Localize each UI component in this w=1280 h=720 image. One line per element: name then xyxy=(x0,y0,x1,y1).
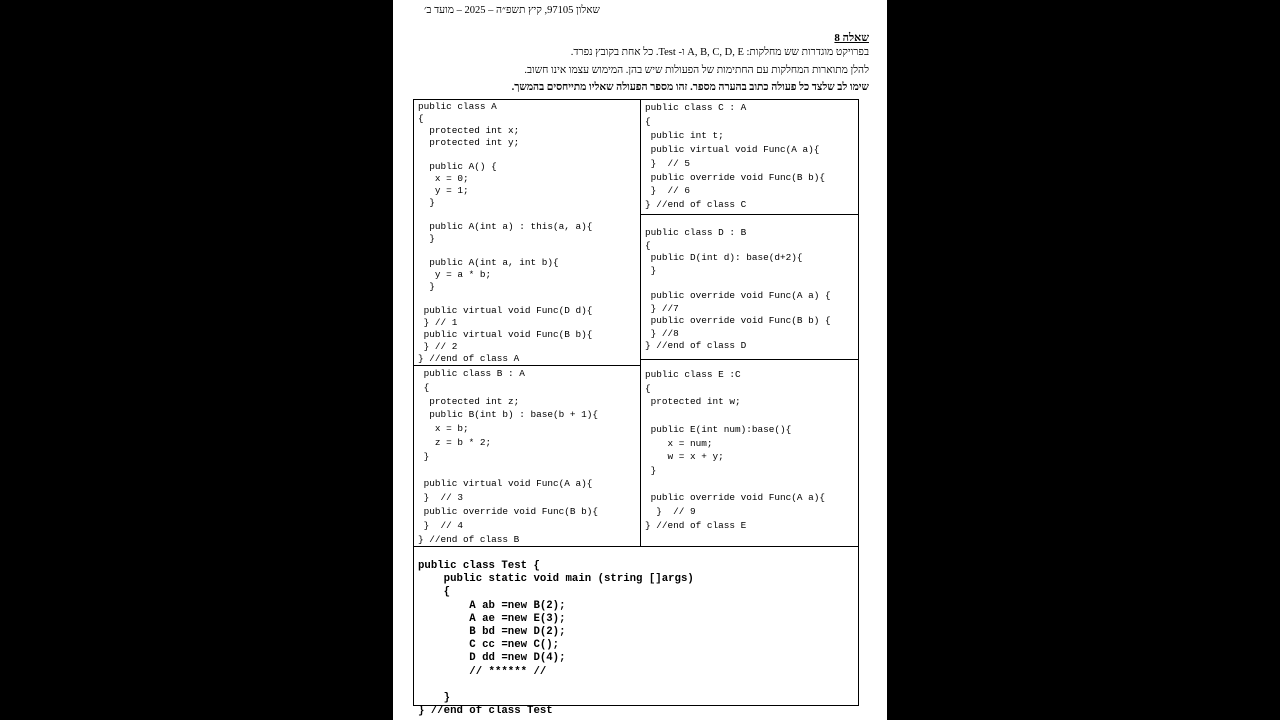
class-a-box xyxy=(413,99,641,366)
class-b-box xyxy=(413,365,641,547)
exam-page xyxy=(393,0,887,720)
class-test-box xyxy=(413,546,859,718)
class-d-box xyxy=(640,214,859,360)
class-test-code: public class Test { public static void main (string []args) { A ab =new B(2); A ae =new E(3); B bd =new D(2); C cc =new C(); D dd =new D(4); // ****** // } } //end of class Test xyxy=(418,560,694,718)
exam-header: שאלון 97105, קיץ תשפ״ה – 2025 – מועד ב׳ xyxy=(424,5,600,16)
class-e-code: public class E :C { protected int w; public E(int num):base(){ x = num; w = x + y; } public override void Func(A a){ } // 9 } //end of class E xyxy=(645,369,826,531)
class-a-code: public class A { protected int x; protected int y; public A() { x = 0; y = 1; } public A(int a) : this(a, a){ } public A(int a, int b){ y = a * b; } public virtual void Func(D d){ } // 1 public virtual void Func(B b){ } // 2 } //end of class A xyxy=(418,101,593,364)
class-d-code: public class D : B { public D(int d): base(d+2){ } public override void Func(A a) { } //7 public override void Func(B b) { } //8 } //end of class D xyxy=(645,227,831,352)
class-c-code: public class C : A { public int t; public virtual void Func(A a){ } // 5 public override void Func(B b){ } // 6 } //end of class C xyxy=(645,102,826,211)
intro-line-3: שימו לב שלצד כל פעולה כתוב בהערה מספר. זהו מספר הפעולה שאליו מתייחסים בהמשך. xyxy=(511,82,869,93)
class-b-code: public class B : A { protected int z; public B(int b) : base(b + 1){ x = b; z = b * 2; } public virtual void Func(A a){ } // 3 public override void Func(B b){ } // 4 } //end of class B xyxy=(418,368,599,545)
class-c-box xyxy=(640,99,859,215)
class-e-box xyxy=(640,359,859,547)
intro-line-2: להלן מתוארות המחלקות עם החתימות של הפעולות שיש בהן. המימוש עצמו אינו חשוב. xyxy=(524,65,869,76)
intro-line-1: בפרויקט מוגדרות שש מחלקות: A, B, C, D, E ו- Test. כל אחת בקובץ נפרד. xyxy=(570,47,869,58)
question-title: שאלה 8 xyxy=(834,32,869,44)
